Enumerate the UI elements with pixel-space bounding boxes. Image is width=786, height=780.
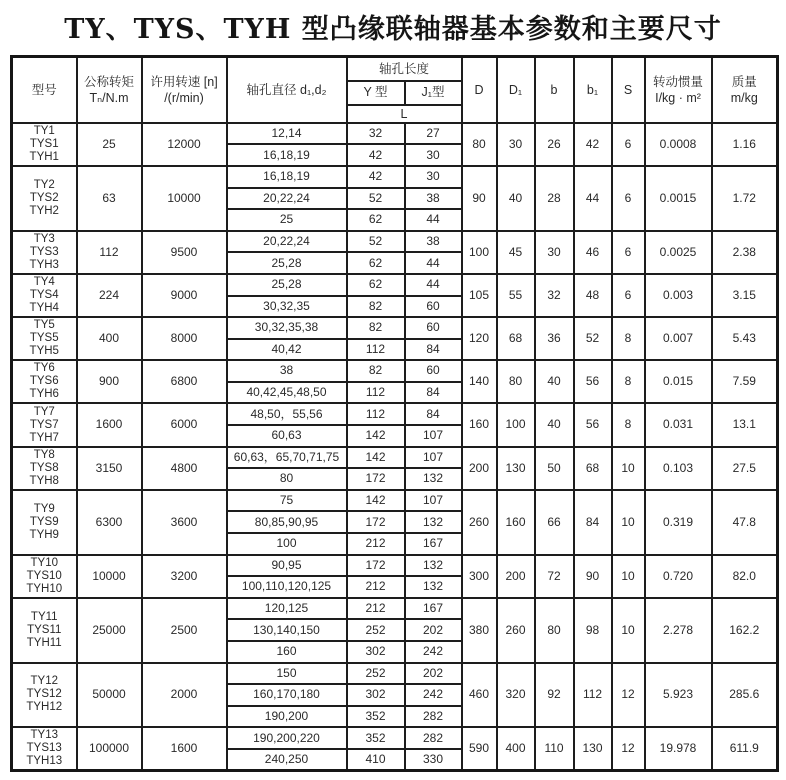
- d1-cell: 160: [497, 490, 535, 555]
- table-row: [12, 231, 778, 253]
- model-cell-line: TYS9: [29, 515, 59, 528]
- torque-cell: 50000: [77, 663, 142, 728]
- s-cell: 10: [612, 447, 645, 490]
- torque-cell: 3150: [77, 447, 142, 490]
- j-length-cell: 60: [405, 296, 462, 318]
- j-length-cell: 27: [405, 123, 462, 145]
- inertia-cell: 0.0015: [645, 166, 712, 231]
- header-inertia-line: 转动惯量: [653, 74, 704, 89]
- mass-cell: 1.72: [712, 166, 778, 231]
- d-cell: 260: [462, 490, 497, 555]
- model-cell-line: TYH3: [29, 258, 59, 271]
- model-cell-line: TY7: [33, 405, 55, 418]
- b1-cell: 112: [574, 663, 612, 728]
- inertia-cell: 0.0025: [645, 231, 712, 274]
- model-cell: [12, 123, 77, 166]
- b-cell: 28: [535, 166, 574, 231]
- j-length-cell: 30: [405, 166, 462, 188]
- torque-cell: 400: [77, 317, 142, 360]
- y-length-cell: 112: [347, 403, 405, 425]
- b-cell: 30: [535, 231, 574, 274]
- header-inertia-line: I/kg · m²: [655, 90, 701, 105]
- bore-cell: 190,200,220: [227, 727, 347, 749]
- d1-cell: 68: [497, 317, 535, 360]
- model-cell: [12, 231, 77, 274]
- inertia-cell: 0.720: [645, 555, 712, 598]
- y-length-cell: 172: [347, 511, 405, 533]
- bore-cell: 90,95: [227, 555, 347, 577]
- j-length-cell: 282: [405, 706, 462, 728]
- table-row: [12, 598, 778, 620]
- j-length-cell: 44: [405, 252, 462, 274]
- model-cell-line: TYH8: [29, 474, 59, 487]
- y-length-cell: 112: [347, 339, 405, 361]
- table-row: [12, 447, 778, 469]
- j-length-cell: 107: [405, 490, 462, 512]
- mass-cell: 7.59: [712, 360, 778, 403]
- bore-cell: 160,170,180: [227, 684, 347, 706]
- bore-cell: 48,50，55,56: [227, 403, 347, 425]
- torque-cell: 25: [77, 123, 142, 166]
- model-cell-line: TYH12: [26, 701, 63, 714]
- b1-cell: 68: [574, 447, 612, 490]
- inertia-cell: 0.103: [645, 447, 712, 490]
- bore-cell: 120,125: [227, 598, 347, 620]
- model-cell-line: TY4: [33, 276, 55, 288]
- b-cell: 32: [535, 274, 574, 317]
- d1-cell: 320: [497, 663, 535, 728]
- bore-cell: 75: [227, 490, 347, 512]
- header-s: S: [612, 57, 645, 123]
- model-cell-line: TYS6: [29, 375, 59, 388]
- j-length-cell: 84: [405, 382, 462, 404]
- header-speed-line: /(r/min): [164, 90, 204, 105]
- model-cell-line: TYS3: [29, 245, 59, 258]
- d-cell: 460: [462, 663, 497, 728]
- mass-cell: 285.6: [712, 663, 778, 728]
- s-cell: 10: [612, 490, 645, 555]
- bore-cell: 20,22,24: [227, 231, 347, 253]
- bore-cell: 100: [227, 533, 347, 555]
- bore-cell: 25,28: [227, 252, 347, 274]
- speed-cell: 12000: [142, 123, 227, 166]
- torque-cell: 25000: [77, 598, 142, 663]
- s-cell: 12: [612, 727, 645, 770]
- model-cell-line: TY3: [33, 232, 55, 245]
- model-cell: [12, 490, 77, 555]
- s-cell: 6: [612, 166, 645, 231]
- torque-cell: 6300: [77, 490, 142, 555]
- header-b1: b₁: [574, 57, 612, 123]
- bore-cell: 30,32,35,38: [227, 317, 347, 339]
- speed-cell: 9500: [142, 231, 227, 274]
- s-cell: 6: [612, 274, 645, 317]
- speed-cell: 4800: [142, 447, 227, 490]
- b1-cell: 84: [574, 490, 612, 555]
- bore-cell: 190,200: [227, 706, 347, 728]
- y-length-cell: 82: [347, 296, 405, 318]
- header-speed-line: 许用转速 [n]: [150, 74, 218, 89]
- s-cell: 6: [612, 231, 645, 274]
- inertia-cell: 0.031: [645, 403, 712, 446]
- b-cell: 110: [535, 727, 574, 770]
- b-cell: 26: [535, 123, 574, 166]
- d1-cell: 260: [497, 598, 535, 663]
- b-cell: 72: [535, 555, 574, 598]
- d-cell: 160: [462, 403, 497, 446]
- mass-cell: 13.1: [712, 403, 778, 446]
- model-cell-line: TY8: [33, 448, 55, 461]
- model-cell-line: TYH5: [29, 345, 59, 358]
- model-cell-line: TYS13: [26, 742, 62, 755]
- y-length-cell: 212: [347, 598, 405, 620]
- header-b: b: [535, 57, 574, 123]
- j-length-cell: 132: [405, 576, 462, 598]
- s-cell: 12: [612, 663, 645, 728]
- table-row: [12, 166, 778, 188]
- bore-cell: 25: [227, 209, 347, 231]
- torque-cell: 224: [77, 274, 142, 317]
- j-length-cell: 107: [405, 447, 462, 469]
- speed-cell: 1600: [142, 727, 227, 770]
- model-cell-line: TY5: [33, 319, 55, 332]
- y-length-cell: 142: [347, 447, 405, 469]
- bore-cell: 30,32,35: [227, 296, 347, 318]
- y-length-cell: 82: [347, 360, 405, 382]
- header-torque-line: 公称转矩: [83, 74, 134, 89]
- bore-cell: 80: [227, 468, 347, 490]
- j-length-cell: 132: [405, 511, 462, 533]
- table-row: [12, 555, 778, 577]
- y-length-cell: 112: [347, 382, 405, 404]
- b1-cell: 56: [574, 403, 612, 446]
- model-cell: [12, 360, 77, 403]
- inertia-cell: 2.278: [645, 598, 712, 663]
- y-length-cell: 212: [347, 533, 405, 555]
- speed-cell: 10000: [142, 166, 227, 231]
- y-length-cell: 172: [347, 468, 405, 490]
- s-cell: 10: [612, 598, 645, 663]
- speed-cell: 3200: [142, 555, 227, 598]
- table-row: [12, 490, 778, 512]
- d1-cell: 30: [497, 123, 535, 166]
- s-cell: 8: [612, 360, 645, 403]
- j-length-cell: 38: [405, 188, 462, 210]
- j-length-cell: 167: [405, 533, 462, 555]
- mass-cell: 5.43: [712, 317, 778, 360]
- b1-cell: 98: [574, 598, 612, 663]
- d1-cell: 100: [497, 403, 535, 446]
- header-d1: D₁: [497, 57, 535, 123]
- y-length-cell: 52: [347, 231, 405, 253]
- torque-cell: 112: [77, 231, 142, 274]
- header-length-group: 轴孔长度: [347, 57, 462, 81]
- d-cell: 590: [462, 727, 497, 770]
- speed-cell: 8000: [142, 317, 227, 360]
- b1-cell: 42: [574, 123, 612, 166]
- model-cell-line: TYS8: [29, 461, 59, 474]
- model-cell: [12, 317, 77, 360]
- bore-cell: 60,63: [227, 425, 347, 447]
- header-torque: [77, 57, 142, 123]
- y-length-cell: 142: [347, 425, 405, 447]
- s-cell: 8: [612, 317, 645, 360]
- y-length-cell: 42: [347, 144, 405, 166]
- y-length-cell: 32: [347, 123, 405, 145]
- model-cell-line: TY11: [30, 610, 58, 623]
- s-cell: 10: [612, 555, 645, 598]
- header-mass-line: m/kg: [730, 90, 758, 105]
- y-length-cell: 42: [347, 166, 405, 188]
- table-row: [12, 123, 778, 145]
- table-row: [12, 663, 778, 685]
- y-length-cell: 62: [347, 252, 405, 274]
- bore-cell: 60,63，65,70,71,75: [227, 447, 347, 469]
- y-length-cell: 172: [347, 555, 405, 577]
- model-cell-line: TYS11: [27, 623, 62, 636]
- model-cell: [12, 727, 77, 770]
- y-length-cell: 212: [347, 576, 405, 598]
- j-length-cell: 132: [405, 468, 462, 490]
- model-cell-line: TYH13: [26, 755, 63, 768]
- header-speed: [142, 57, 227, 123]
- model-cell-line: TY6: [33, 362, 55, 375]
- j-length-cell: 84: [405, 403, 462, 425]
- y-length-cell: 62: [347, 274, 405, 296]
- header-bore: 轴孔直径 d₁,d₂: [227, 57, 347, 123]
- model-cell-line: TYH6: [29, 388, 59, 401]
- mass-cell: 1.16: [712, 123, 778, 166]
- bore-cell: 12,14: [227, 123, 347, 145]
- d-cell: 140: [462, 360, 497, 403]
- y-length-cell: 302: [347, 641, 405, 663]
- b-cell: 66: [535, 490, 574, 555]
- mass-cell: 162.2: [712, 598, 778, 663]
- b1-cell: 44: [574, 166, 612, 231]
- bore-cell: 160: [227, 641, 347, 663]
- j-length-cell: 202: [405, 619, 462, 641]
- model-cell: [12, 403, 77, 446]
- torque-cell: 1600: [77, 403, 142, 446]
- j-length-cell: 44: [405, 274, 462, 296]
- speed-cell: 2500: [142, 598, 227, 663]
- table-row: [12, 317, 778, 339]
- d1-cell: 40: [497, 166, 535, 231]
- d1-cell: 200: [497, 555, 535, 598]
- mass-cell: 47.8: [712, 490, 778, 555]
- model-cell-line: TYS7: [29, 418, 59, 431]
- torque-cell: 900: [77, 360, 142, 403]
- j-length-cell: 84: [405, 339, 462, 361]
- j-length-cell: 242: [405, 684, 462, 706]
- speed-cell: 3600: [142, 490, 227, 555]
- model-cell-line: TYS1: [29, 137, 59, 150]
- inertia-cell: 0.007: [645, 317, 712, 360]
- torque-cell: 10000: [77, 555, 142, 598]
- y-length-cell: 352: [347, 706, 405, 728]
- y-length-cell: 352: [347, 727, 405, 749]
- b-cell: 36: [535, 317, 574, 360]
- speed-cell: 9000: [142, 274, 227, 317]
- y-length-cell: 82: [347, 317, 405, 339]
- mass-cell: 82.0: [712, 555, 778, 598]
- inertia-cell: 0.003: [645, 274, 712, 317]
- bore-cell: 40,42,45,48,50: [227, 382, 347, 404]
- model-cell-line: TY10: [30, 556, 58, 569]
- torque-cell: 100000: [77, 727, 142, 770]
- mass-cell: 611.9: [712, 727, 778, 770]
- header-inertia: [645, 57, 712, 123]
- bore-cell: 100,110,120,125: [227, 576, 347, 598]
- model-cell-line: TYH9: [29, 528, 59, 541]
- bore-cell: 16,18,19: [227, 166, 347, 188]
- b1-cell: 52: [574, 317, 612, 360]
- header-mass: [712, 57, 778, 123]
- inertia-cell: 0.015: [645, 360, 712, 403]
- b-cell: 40: [535, 360, 574, 403]
- y-length-cell: 52: [347, 188, 405, 210]
- bore-cell: 25,28: [227, 274, 347, 296]
- header-y-type: Y 型: [347, 81, 405, 105]
- mass-cell: 3.15: [712, 274, 778, 317]
- d1-cell: 55: [497, 274, 535, 317]
- d1-cell: 400: [497, 727, 535, 770]
- inertia-cell: 5.923: [645, 663, 712, 728]
- d1-cell: 45: [497, 231, 535, 274]
- inertia-cell: 0.0008: [645, 123, 712, 166]
- j-length-cell: 38: [405, 231, 462, 253]
- d1-cell: 130: [497, 447, 535, 490]
- model-cell-line: TYS10: [26, 569, 62, 582]
- d-cell: 300: [462, 555, 497, 598]
- y-length-cell: 62: [347, 209, 405, 231]
- parameters-table: [10, 55, 779, 772]
- speed-cell: 2000: [142, 663, 227, 728]
- j-length-cell: 44: [405, 209, 462, 231]
- model-cell-line: TYH4: [29, 302, 59, 314]
- j-length-cell: 132: [405, 555, 462, 577]
- b-cell: 92: [535, 663, 574, 728]
- header-j-type: J₁型: [405, 81, 462, 105]
- table-row: [12, 360, 778, 382]
- b1-cell: 130: [574, 727, 612, 770]
- bore-cell: 20,22,24: [227, 188, 347, 210]
- table-row: [12, 274, 778, 296]
- j-length-cell: 60: [405, 360, 462, 382]
- model-cell-line: TY2: [33, 178, 55, 191]
- bore-cell: 240,250: [227, 749, 347, 771]
- inertia-cell: 19.978: [645, 727, 712, 770]
- model-cell-line: TYS2: [29, 191, 59, 204]
- model-cell: [12, 447, 77, 490]
- j-length-cell: 60: [405, 317, 462, 339]
- header-torque-line: Tₙ/N.m: [89, 90, 129, 105]
- bore-cell: 40,42: [227, 339, 347, 361]
- d-cell: 380: [462, 598, 497, 663]
- b1-cell: 56: [574, 360, 612, 403]
- model-cell-line: TYH1: [29, 150, 59, 163]
- model-cell-line: TYS12: [26, 688, 62, 701]
- table-row: [12, 403, 778, 425]
- j-length-cell: 202: [405, 663, 462, 685]
- b-cell: 40: [535, 403, 574, 446]
- bore-cell: 38: [227, 360, 347, 382]
- model-cell-line: TYS5: [29, 332, 59, 345]
- mass-cell: 27.5: [712, 447, 778, 490]
- header-d: D: [462, 57, 497, 123]
- j-length-cell: 242: [405, 641, 462, 663]
- d-cell: 120: [462, 317, 497, 360]
- model-cell-line: TYH2: [29, 204, 59, 217]
- j-length-cell: 167: [405, 598, 462, 620]
- model-cell-line: TY13: [30, 729, 58, 742]
- b-cell: 50: [535, 447, 574, 490]
- y-length-cell: 142: [347, 490, 405, 512]
- model-cell: [12, 663, 77, 728]
- s-cell: 8: [612, 403, 645, 446]
- inertia-cell: 0.319: [645, 490, 712, 555]
- bore-cell: 130,140,150: [227, 619, 347, 641]
- j-length-cell: 282: [405, 727, 462, 749]
- header-mass-line: 质量: [731, 74, 757, 89]
- d-cell: 105: [462, 274, 497, 317]
- model-cell-line: TYH11: [26, 636, 62, 649]
- j-length-cell: 330: [405, 749, 462, 771]
- model-cell: [12, 598, 77, 663]
- y-length-cell: 252: [347, 619, 405, 641]
- header-model: 型号: [12, 57, 77, 123]
- header-row: [12, 57, 778, 81]
- model-cell: [12, 166, 77, 231]
- bore-cell: 150: [227, 663, 347, 685]
- y-length-cell: 302: [347, 684, 405, 706]
- speed-cell: 6800: [142, 360, 227, 403]
- s-cell: 6: [612, 123, 645, 166]
- j-length-cell: 107: [405, 425, 462, 447]
- model-cell-line: TYH10: [26, 582, 63, 595]
- model-cell-line: TYH7: [29, 431, 59, 444]
- model-cell-line: TY12: [30, 675, 58, 688]
- model-cell: [12, 555, 77, 598]
- d-cell: 100: [462, 231, 497, 274]
- y-length-cell: 410: [347, 749, 405, 771]
- b1-cell: 48: [574, 274, 612, 317]
- j-length-cell: 30: [405, 144, 462, 166]
- model-cell-line: TY1: [33, 124, 55, 137]
- header-length-span: L: [347, 105, 462, 123]
- torque-cell: 63: [77, 166, 142, 231]
- d1-cell: 80: [497, 360, 535, 403]
- b1-cell: 90: [574, 555, 612, 598]
- model-cell: [12, 274, 77, 317]
- b-cell: 80: [535, 598, 574, 663]
- speed-cell: 6000: [142, 403, 227, 446]
- page-title: TY、TYS、TYH 型凸缘联轴器基本参数和主要尺寸: [64, 14, 722, 45]
- d-cell: 80: [462, 123, 497, 166]
- mass-cell: 2.38: [712, 231, 778, 274]
- model-cell-line: TYS4: [29, 289, 59, 301]
- model-cell-line: TY9: [33, 502, 55, 515]
- table-row: [12, 727, 778, 749]
- d-cell: 200: [462, 447, 497, 490]
- bore-cell: 80,85,90,95: [227, 511, 347, 533]
- b1-cell: 46: [574, 231, 612, 274]
- y-length-cell: 252: [347, 663, 405, 685]
- bore-cell: 16,18,19: [227, 144, 347, 166]
- d-cell: 90: [462, 166, 497, 231]
